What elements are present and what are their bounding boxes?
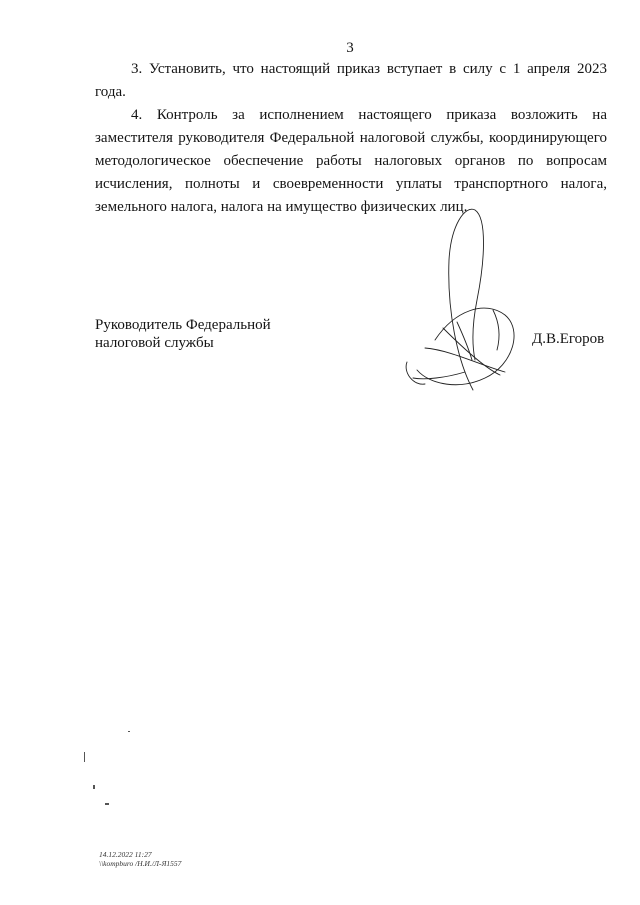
page-number: 3 xyxy=(346,40,354,56)
document-footer xyxy=(99,850,181,868)
paragraph-4: 4. Контроль за исполнением настоящего приказа возложить на заместителя руководителя Федеральной налоговой службы, координирующего методологическое обеспечение работы налоговых органов по вопросам исчисления, полноты и своевременности уплаты транспортного налога, земельного налога, налога на имущество физических лиц. xyxy=(95,107,607,215)
signatory-title-line-1: Руководитель Федеральной xyxy=(95,317,271,333)
scan-speck xyxy=(84,752,85,762)
paragraph-3: 3. Установить, что настоящий приказ вступает в силу с 1 апреля 2023 года. xyxy=(95,61,607,100)
scan-speck xyxy=(105,803,109,805)
signatory-title xyxy=(95,316,271,352)
handwritten-signature xyxy=(395,200,535,400)
footer-file-path: \\kompburo /Н.И./Л-Я1557 xyxy=(99,859,182,868)
footer-timestamp: 14.12.2022 11:27 xyxy=(99,850,152,859)
signatory-title-line-2: налоговой службы xyxy=(95,335,214,351)
scan-speck xyxy=(93,785,95,789)
scan-speck xyxy=(128,731,130,732)
signatory-name: Д.В.Егоров xyxy=(532,331,605,347)
